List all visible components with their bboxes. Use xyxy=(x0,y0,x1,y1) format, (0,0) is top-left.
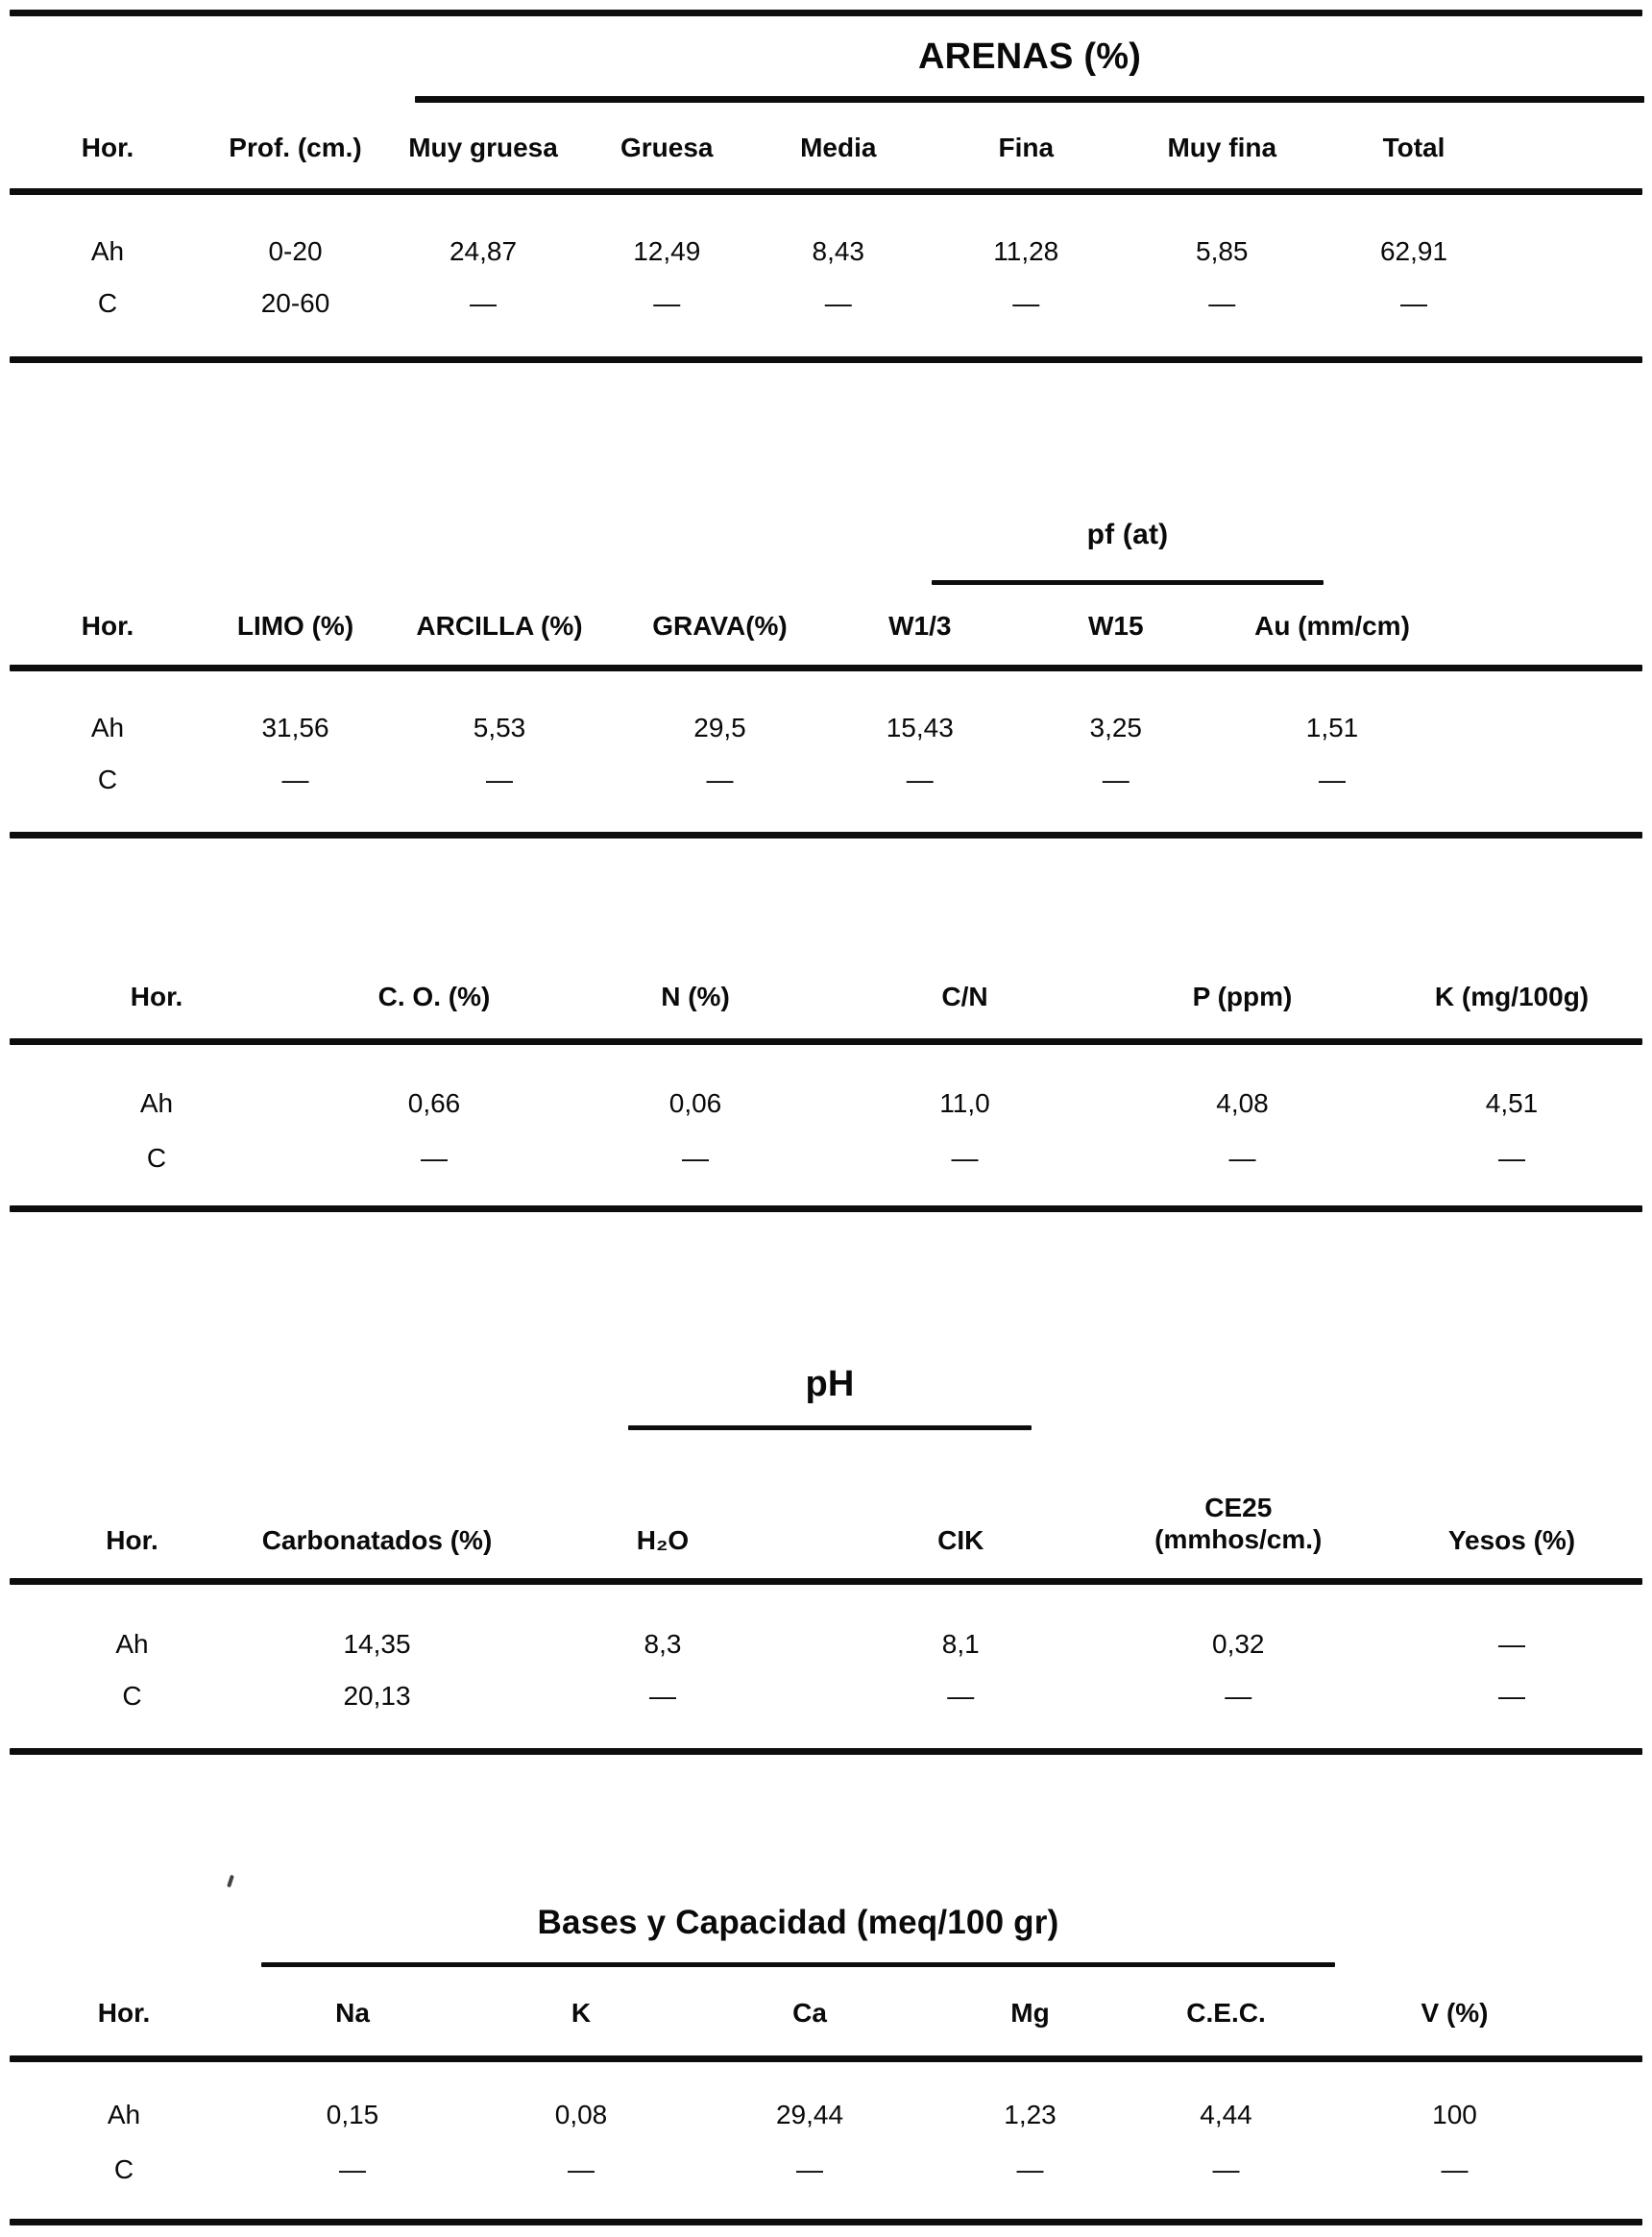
table2-header-row xyxy=(10,611,1642,642)
header-cell: W15 xyxy=(1087,611,1144,641)
data-cell: 5,85 xyxy=(1196,236,1249,266)
header-cell: Au (mm/cm) xyxy=(1254,611,1410,641)
table4-header-rule xyxy=(10,1578,1642,1585)
data-cell: — xyxy=(1400,288,1427,318)
data-cell: — xyxy=(706,765,734,794)
table-row xyxy=(10,288,1642,319)
header-cell: Hor. xyxy=(106,1524,158,1555)
data-cell: — xyxy=(470,288,497,318)
data-cell: 8,43 xyxy=(812,236,864,266)
header-cell: Hor. xyxy=(130,982,183,1011)
data-cell: — xyxy=(1498,1629,1525,1659)
data-cell: 1,23 xyxy=(1004,2100,1057,2129)
table-row xyxy=(10,713,1642,743)
data-cell: 3,25 xyxy=(1089,713,1142,742)
header-cell: H₂O xyxy=(636,1524,690,1555)
row-label-cell: Ah xyxy=(90,236,125,266)
header-cell: Media xyxy=(800,133,877,162)
data-cell: 100 xyxy=(1432,2100,1477,2129)
data-cell: 1,51 xyxy=(1305,713,1359,742)
row-label-cell: Ah xyxy=(115,1629,149,1659)
header-cell: Yesos (%) xyxy=(1447,1524,1576,1555)
header-cell: Gruesa xyxy=(620,133,714,162)
data-cell: — xyxy=(1102,765,1130,794)
data-cell: 0,15 xyxy=(326,2100,379,2129)
table1-group-underline xyxy=(415,96,1644,103)
header-cell: P (ppm) xyxy=(1192,982,1293,1011)
header-cell: C.E.C. xyxy=(1186,1998,1266,2028)
data-cell: — xyxy=(649,1681,676,1711)
table5-group-title: Bases y Capacidad (meq/100 gr) xyxy=(537,1904,1059,1941)
data-cell: 0,66 xyxy=(407,1088,461,1118)
data-cell: — xyxy=(1498,1143,1525,1173)
data-cell: — xyxy=(1225,1681,1252,1711)
header-cell: Total xyxy=(1382,133,1446,162)
data-cell: 0,08 xyxy=(554,2100,608,2129)
row-label-cell: C xyxy=(113,2154,134,2184)
table2-group-title: pf (at) xyxy=(1086,519,1169,550)
table4-bottom-rule xyxy=(10,1748,1642,1755)
header-cell: C. O. (%) xyxy=(377,982,491,1011)
table5-header-rule xyxy=(10,2055,1642,2062)
data-cell: 0-20 xyxy=(268,236,323,266)
table3-bottom-rule xyxy=(10,1205,1642,1212)
table1-top-rule xyxy=(10,10,1642,16)
header-cell: CIK xyxy=(937,1524,984,1555)
header-cell: Na xyxy=(335,1998,370,2028)
table3-header-row xyxy=(10,982,1642,1012)
data-cell: 62,91 xyxy=(1379,236,1448,266)
header-cell: LIMO (%) xyxy=(236,611,354,641)
data-cell: — xyxy=(1016,2154,1044,2184)
data-cell: — xyxy=(486,765,513,794)
header-cell: Ca xyxy=(792,1998,827,2028)
header-line-ce25-units: (mmhos/cm.) xyxy=(1154,1524,1323,1555)
data-cell: 20-60 xyxy=(260,288,330,318)
row-label-cell: C xyxy=(97,765,118,794)
table4-group-title: pH xyxy=(805,1364,855,1404)
header-cell xyxy=(1096,1492,1382,1556)
data-cell: — xyxy=(951,1143,979,1173)
header-cell: Mg xyxy=(1010,1998,1050,2028)
data-cell: — xyxy=(824,288,852,318)
data-cell: — xyxy=(568,2154,595,2184)
table5-header-row xyxy=(10,1998,1642,2029)
data-cell: 11,28 xyxy=(993,236,1059,266)
row-label-cell: C xyxy=(146,1143,167,1173)
header-cell: Muy gruesa xyxy=(408,133,558,162)
table1-header-rule xyxy=(10,188,1642,195)
table2-bottom-rule xyxy=(10,832,1642,839)
data-cell: — xyxy=(1012,288,1040,318)
table5-bottom-rule xyxy=(10,2219,1642,2225)
table4-header-row xyxy=(10,1479,1642,1556)
data-cell: 8,1 xyxy=(941,1629,980,1659)
data-cell: — xyxy=(281,765,309,794)
data-cell: 20,13 xyxy=(343,1681,411,1711)
header-cell: W1/3 xyxy=(888,611,952,641)
header-cell: Fina xyxy=(998,133,1055,162)
table2-group-underline xyxy=(932,580,1324,585)
header-cell: GRAVA(%) xyxy=(652,611,788,641)
table4-group-underline xyxy=(628,1425,1032,1430)
scan-artifact xyxy=(227,1875,234,1888)
table-row xyxy=(10,2154,1642,2185)
data-cell: — xyxy=(421,1143,448,1173)
data-cell: — xyxy=(682,1143,709,1173)
data-cell: — xyxy=(947,1681,975,1711)
data-cell: — xyxy=(1319,765,1346,794)
table-row xyxy=(10,2100,1642,2130)
data-cell: — xyxy=(1498,1681,1525,1711)
data-cell: 14,35 xyxy=(343,1629,411,1659)
header-cell: Prof. (cm.) xyxy=(229,133,362,162)
data-cell: 4,44 xyxy=(1200,2100,1252,2129)
table-row xyxy=(10,1088,1642,1119)
table1-bottom-rule xyxy=(10,356,1642,363)
data-cell: 15,43 xyxy=(886,713,954,742)
table-row xyxy=(10,1143,1642,1174)
header-cell: K (mg/100g) xyxy=(1434,982,1590,1011)
header-cell: ARCILLA (%) xyxy=(416,611,583,641)
data-cell: 0,06 xyxy=(668,1088,722,1118)
header-line-ce25: CE25 xyxy=(1204,1492,1273,1522)
header-cell: Carbonatados (%) xyxy=(261,1524,493,1555)
table1-header-row xyxy=(10,133,1642,163)
row-label-cell: C xyxy=(97,288,118,318)
data-cell: — xyxy=(1208,288,1236,318)
data-cell: 24,87 xyxy=(449,236,518,266)
data-cell: — xyxy=(1441,2154,1469,2184)
header-cell: Hor. xyxy=(81,611,134,641)
header-cell: C/N xyxy=(941,982,988,1011)
table-row xyxy=(10,765,1642,795)
data-cell: 11,0 xyxy=(939,1088,990,1118)
data-cell: — xyxy=(653,288,681,318)
header-cell: K xyxy=(571,1998,592,2028)
table-row xyxy=(10,1681,1642,1712)
table-row xyxy=(10,1629,1642,1660)
row-label-cell: C xyxy=(122,1681,142,1711)
table2-header-rule xyxy=(10,665,1642,671)
row-label-cell: Ah xyxy=(90,713,125,742)
data-cell: 29,5 xyxy=(693,713,746,742)
header-cell: Muy fina xyxy=(1167,133,1277,162)
data-cell: 8,3 xyxy=(644,1629,682,1659)
data-cell: — xyxy=(906,765,934,794)
data-cell: 31,56 xyxy=(261,713,329,742)
data-cell: — xyxy=(339,2154,366,2184)
data-cell: 29,44 xyxy=(775,2100,844,2129)
data-cell: — xyxy=(1228,1143,1256,1173)
header-cell: N (%) xyxy=(661,982,730,1011)
data-cell: 0,32 xyxy=(1212,1629,1265,1659)
table3-header-rule xyxy=(10,1038,1642,1045)
data-cell: — xyxy=(1212,2154,1240,2184)
row-label-cell: Ah xyxy=(107,2100,141,2129)
data-cell: 4,08 xyxy=(1216,1088,1269,1118)
header-cell: Hor. xyxy=(97,1998,151,2028)
row-label-cell: Ah xyxy=(139,1088,174,1118)
data-cell: — xyxy=(796,2154,823,2184)
table5-group-underline xyxy=(261,1962,1335,1967)
table1-group-title: ARENAS (%) xyxy=(917,36,1142,77)
header-cell: Hor. xyxy=(81,133,134,162)
header-cell: V (%) xyxy=(1421,1998,1489,2028)
data-cell: 5,53 xyxy=(473,713,526,742)
data-cell: 12,49 xyxy=(633,236,701,266)
table-row xyxy=(10,236,1642,267)
data-cell: 4,51 xyxy=(1485,1088,1539,1118)
